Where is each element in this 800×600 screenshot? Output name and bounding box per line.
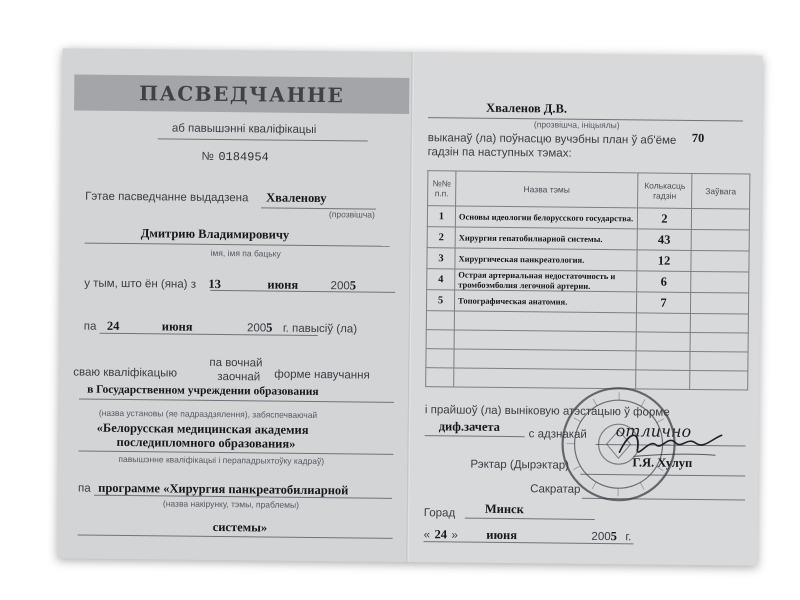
to-year-digit: 5: [266, 320, 273, 335]
program-text: программе «Хирургия панкреатобилиарной: [98, 480, 349, 498]
subtitle-line: [158, 138, 368, 141]
row-note: [691, 229, 749, 251]
from-year-prefix: 200: [330, 280, 350, 293]
right-page: [409, 52, 762, 566]
given-names-line: [85, 243, 390, 247]
certificate-number-row: [201, 147, 268, 166]
row-hours: 7: [636, 292, 690, 314]
left-page: [57, 48, 412, 562]
grade-value: отлично: [615, 421, 692, 441]
header-topic: Назва тэмы: [456, 171, 638, 208]
form-fill-2: заочнай: [217, 370, 261, 384]
from-month: июня: [267, 277, 299, 292]
surname-hint: (прозвішча): [328, 209, 375, 220]
row-hours: 2: [637, 208, 691, 230]
issue-day: 24: [434, 527, 448, 542]
issue-date-row: « 24 » июня 2005 г.: [423, 527, 632, 544]
topics-table: [425, 170, 750, 390]
city-line: [465, 518, 595, 520]
secretary-label: Сакратар: [530, 483, 581, 496]
number-sign: №: [201, 150, 214, 163]
institution-line: [79, 399, 394, 403]
row-number: 1: [427, 206, 455, 227]
program-end: системы»: [212, 519, 268, 535]
from-day: 13: [208, 276, 222, 292]
city-label: Горад: [423, 507, 456, 520]
rector-name: Г.Я. Хулуп: [632, 455, 693, 470]
header-hours: Колькасць гадзін: [638, 173, 692, 209]
holder-name-hint: (прозвішча, ініцыялы): [533, 119, 620, 131]
to-year-prefix: 200: [246, 322, 267, 335]
row-topic: Хирургия гепатобилиарной системы.: [455, 227, 637, 250]
rector-label: Рэктар (Дырэктар): [470, 458, 570, 472]
exam-label: і прайшоў (ла) выніковую атэстацыю ў форме: [424, 404, 670, 419]
to-month: июня: [161, 319, 193, 334]
certificate: [57, 48, 762, 565]
table-row: [427, 269, 749, 293]
row-topic: Хирургическая панкреатология.: [455, 248, 637, 271]
topics-label: гадзін па наступных тэмах:: [427, 146, 572, 160]
row-number: 4: [427, 269, 455, 290]
city: Минск: [484, 501, 524, 517]
row-number: 2: [427, 227, 455, 248]
academy-line-2: последипломного образования»: [116, 434, 296, 451]
issue-year-prefix: 200: [591, 530, 611, 544]
row-topic: Основы идеологии белорусского государства.: [455, 206, 637, 229]
certificate-title: ПАСВЕДЧАННЕ: [139, 81, 345, 108]
table-header-row: [428, 171, 750, 209]
form-fill-1: па вочнай: [209, 356, 263, 370]
row-note: [691, 250, 749, 272]
issue-year-digit: 5: [610, 529, 617, 544]
row-hours: 12: [637, 250, 691, 272]
given-names: Дмитрию Владимировичу: [140, 226, 290, 242]
row-hours: 6: [637, 271, 691, 293]
program-hint: (назва накірунку, тэмы, праблемы): [162, 498, 300, 510]
period-from-label: у тым, што ён (яна) з: [84, 277, 197, 291]
row-hours: 43: [637, 229, 691, 251]
grade-label: с адзнакай: [528, 428, 587, 441]
to-suffix: г. павысіў (ла): [282, 322, 358, 336]
volume-hours: 70: [691, 130, 705, 146]
row-topic: Топографическая анатомия.: [454, 290, 636, 313]
exam-form: диф.зачета: [438, 419, 501, 434]
exam-form-line: [425, 435, 525, 437]
to-day: 24: [106, 318, 120, 333]
row-topic: Острая артериальная недостаточность и тромбоэмболия легочной артерии.: [455, 269, 637, 292]
from-year-digit: 5: [349, 278, 357, 293]
program-prefix: па: [78, 482, 91, 495]
given-names-hint: імя, імя па бацьку: [210, 247, 281, 259]
header-note: Заўвага: [692, 173, 750, 209]
row-number: 5: [426, 290, 454, 311]
qualification-label: сваю кваліфікацыю: [73, 366, 178, 380]
title-band: [74, 74, 409, 114]
academy-hint: павышэнне кваліфікацыі і перападрыхтоўку кадраў): [118, 453, 325, 467]
certificate-number: 0184954: [218, 149, 269, 165]
form-label: форме навучання: [274, 368, 370, 382]
subtitle: аб павышэнні кваліфікацыі: [171, 122, 317, 137]
row-number: 3: [427, 248, 455, 269]
institution-line-1: в Государственном учреждении образования: [87, 383, 319, 399]
issued-label: Гэтае пасведчанне выдадзена: [85, 190, 249, 205]
signature-icon: [615, 424, 725, 465]
header-number: №№ п.п.: [428, 171, 456, 206]
holder-name: Хваленов Д.В.: [486, 100, 568, 116]
period-to-label: па: [83, 320, 97, 333]
row-note: [691, 208, 749, 230]
issue-year-suffix: г.: [625, 531, 632, 544]
issue-month: июня: [486, 527, 518, 543]
surname: Хваленову: [266, 190, 327, 206]
volume-label: выканаў (ла) поўнасцю вучэбны план ў аб'ёме: [427, 132, 677, 147]
institution-hint: (назва установы (яе падраздзялення), забяспечваючай: [98, 407, 318, 421]
academy-line-1: «Белорусская медицинская академия: [96, 420, 309, 437]
row-note: [691, 271, 749, 293]
row-note: [690, 292, 748, 314]
